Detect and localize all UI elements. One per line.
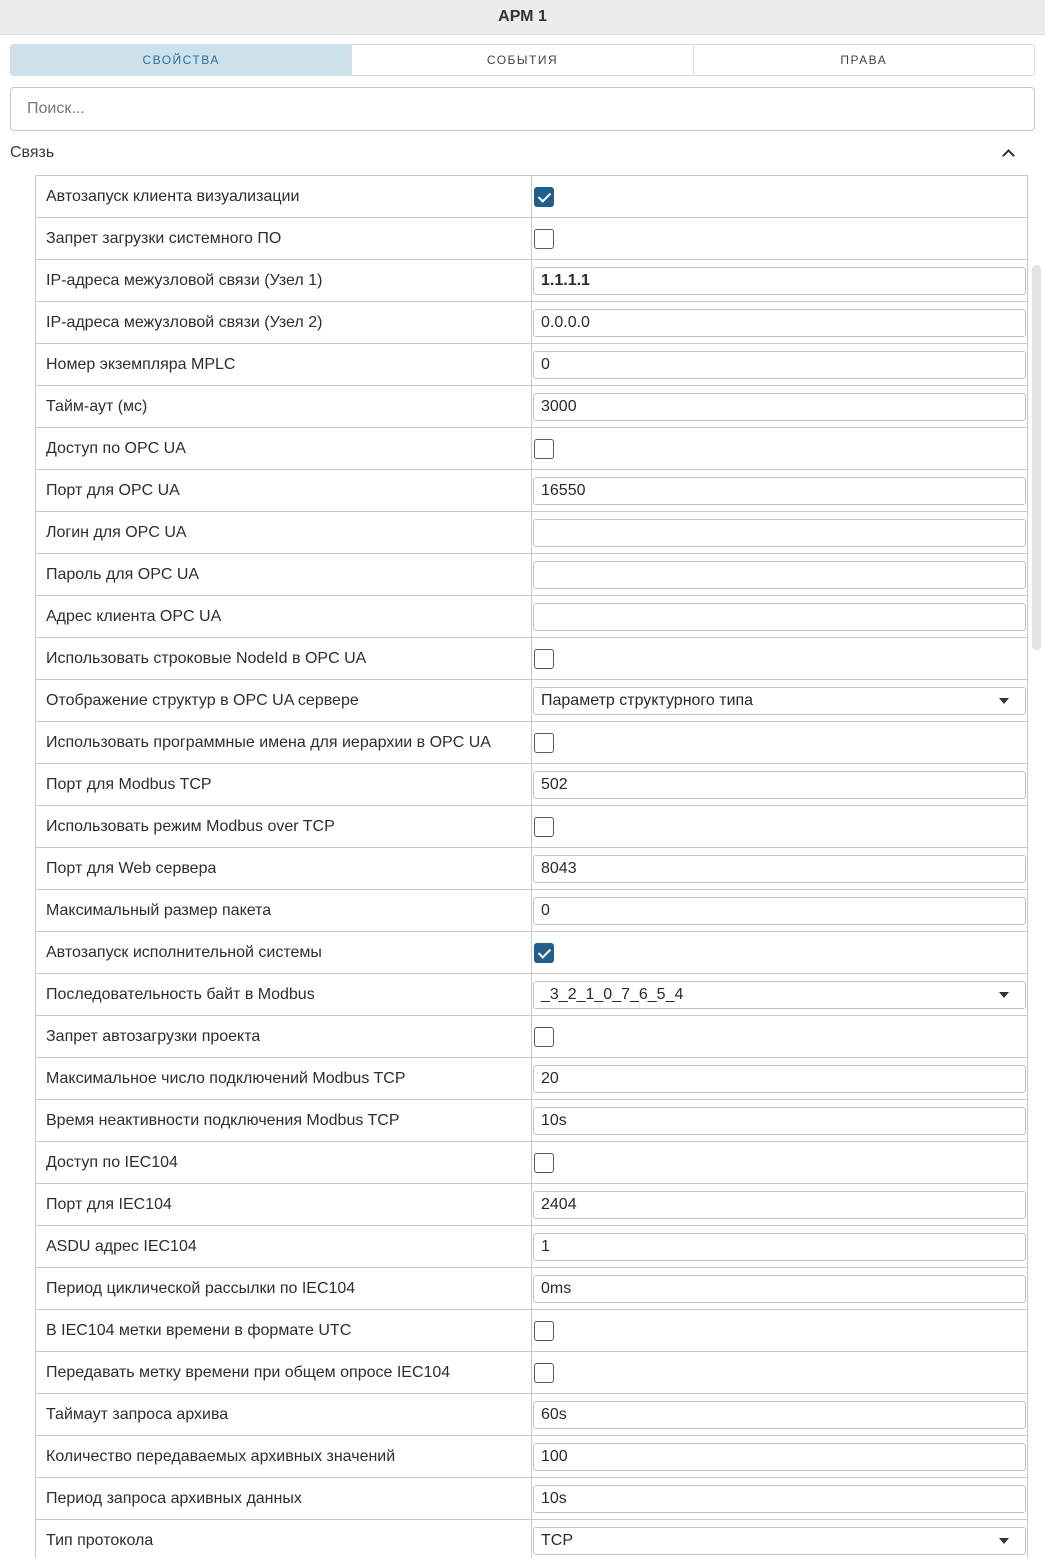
property-label-cell [36, 512, 532, 553]
property-row [36, 260, 1028, 302]
property-row [36, 1394, 1028, 1436]
property-label: Таймаут запроса архива [46, 1405, 229, 1423]
property-value-cell [532, 1016, 1028, 1057]
property-value-cell [532, 890, 1028, 931]
property-label: Порт для IEC104 [46, 1195, 172, 1213]
property-label: Доступ по OPC UA [46, 439, 186, 457]
property-label-cell [36, 1058, 532, 1099]
property-row [36, 890, 1028, 932]
property-label-cell [36, 1226, 532, 1267]
property-label: Максимальный размер пакета [46, 901, 272, 919]
property-label: ASDU адрес IEC104 [46, 1237, 197, 1255]
property-label-cell [36, 932, 532, 973]
tab-events[interactable]: СОБЫТИЯ [351, 45, 692, 75]
property-row [36, 1436, 1028, 1478]
property-checkbox[interactable] [534, 1027, 554, 1047]
properties-grid [35, 175, 1028, 1558]
property-input[interactable]: 3000 [533, 393, 1026, 421]
property-row [36, 596, 1028, 638]
property-value-cell [532, 386, 1028, 427]
dropdown-arrow-icon[interactable] [999, 992, 1009, 998]
section-title: Связь [10, 144, 55, 161]
property-label: Время неактивности подключения Modbus TCP [46, 1111, 400, 1129]
property-row [36, 680, 1028, 722]
property-value-cell [532, 1058, 1028, 1099]
property-label-cell [36, 1352, 532, 1393]
property-label: Порт для Modbus TCP [46, 775, 212, 793]
property-input[interactable]: 0ms [533, 1275, 1026, 1303]
property-row [36, 722, 1028, 764]
property-value-cell [532, 218, 1028, 259]
property-input[interactable]: 60s [533, 1401, 1026, 1429]
property-row [36, 1268, 1028, 1310]
property-label-cell [36, 1478, 532, 1519]
property-row [36, 1184, 1028, 1226]
dropdown-arrow-icon[interactable] [999, 698, 1009, 704]
property-label-cell [36, 1100, 532, 1141]
property-label-cell [36, 722, 532, 763]
property-row [36, 302, 1028, 344]
property-label-cell [36, 1142, 532, 1183]
property-checkbox[interactable] [534, 1321, 554, 1341]
property-input[interactable]: 20 [533, 1065, 1026, 1093]
section-header-connection[interactable] [0, 136, 1035, 170]
property-input[interactable] [533, 603, 1026, 631]
property-label-cell [36, 260, 532, 301]
property-label: Использовать программные имена для иерархии в OPC UA [46, 733, 491, 751]
property-label: Доступ по IEC104 [46, 1153, 178, 1171]
property-label-cell [36, 890, 532, 931]
property-label-cell [36, 806, 532, 847]
property-value-cell [532, 428, 1028, 469]
property-value-cell [532, 260, 1028, 301]
property-row [36, 638, 1028, 680]
property-value-cell [532, 1184, 1028, 1225]
property-label-cell [36, 302, 532, 343]
property-label-cell [36, 1520, 532, 1558]
property-select[interactable] [533, 687, 1026, 715]
property-label: Тайм-аут (мс) [46, 397, 148, 415]
property-input[interactable]: 2404 [533, 1191, 1026, 1219]
property-input[interactable] [533, 561, 1026, 589]
property-checkbox[interactable] [534, 439, 554, 459]
property-input[interactable]: 100 [533, 1443, 1026, 1471]
property-value-cell [532, 1100, 1028, 1141]
property-value-cell [532, 1142, 1028, 1183]
property-checkbox[interactable] [534, 1363, 554, 1383]
property-value-cell [532, 764, 1028, 805]
property-row [36, 1058, 1028, 1100]
property-row [36, 554, 1028, 596]
property-value-cell [532, 1436, 1028, 1477]
property-row [36, 1310, 1028, 1352]
property-label-cell [36, 386, 532, 427]
property-input[interactable]: 10s [533, 1485, 1026, 1513]
property-input[interactable]: 502 [533, 771, 1026, 799]
property-label-cell [36, 1310, 532, 1351]
property-value-cell [532, 932, 1028, 973]
property-input[interactable]: 1 [533, 1233, 1026, 1261]
property-input[interactable]: 8043 [533, 855, 1026, 883]
property-row [36, 1520, 1028, 1558]
property-row [36, 848, 1028, 890]
property-label-cell [36, 1184, 532, 1225]
property-row [36, 512, 1028, 554]
property-value-cell [532, 1310, 1028, 1351]
property-row [36, 806, 1028, 848]
property-input[interactable]: 0.0.0.0 [533, 309, 1026, 337]
chevron-up-icon[interactable] [1001, 148, 1015, 158]
property-label-cell [36, 1436, 532, 1477]
property-checkbox[interactable] [534, 1153, 554, 1173]
property-value-cell [532, 1268, 1028, 1309]
property-value-cell [532, 806, 1028, 847]
property-label: Порт для OPC UA [46, 481, 180, 499]
property-label-cell [36, 974, 532, 1015]
window-title: АРМ 1 [498, 8, 547, 25]
property-label: Использовать строковые NodeId в OPC UA [46, 649, 367, 667]
dropdown-arrow-icon[interactable] [999, 1538, 1009, 1544]
property-value-cell [532, 680, 1028, 721]
property-label: Адрес клиента OPC UA [46, 607, 222, 625]
property-label: Количество передаваемых архивных значений [46, 1447, 396, 1465]
property-input[interactable]: 10s [533, 1107, 1026, 1135]
property-label: Номер экземпляра MPLC [46, 355, 236, 373]
property-value-cell [532, 596, 1028, 637]
property-label-cell [36, 848, 532, 889]
property-value-cell [532, 1478, 1028, 1519]
property-value-cell [532, 974, 1028, 1015]
property-input[interactable]: 0 [533, 351, 1026, 379]
tab-properties[interactable]: СВОЙСТВА [11, 45, 351, 75]
property-row [36, 386, 1028, 428]
property-input[interactable]: 0 [533, 897, 1026, 925]
property-row [36, 428, 1028, 470]
property-row [36, 344, 1028, 386]
property-value-cell [532, 1226, 1028, 1267]
property-label-cell [36, 1016, 532, 1057]
property-row [36, 1142, 1028, 1184]
property-row [36, 974, 1028, 1016]
property-value-cell [532, 722, 1028, 763]
property-row [36, 932, 1028, 974]
property-checkbox[interactable] [534, 649, 554, 669]
property-label: Логин для OPC UA [46, 523, 187, 541]
property-value-cell [532, 554, 1028, 595]
window-titlebar [0, 0, 1045, 35]
property-label: Период циклической рассылки по IEC104 [46, 1279, 356, 1297]
property-label: Пароль для OPC UA [46, 565, 200, 583]
property-label: Максимальное число подключений Modbus TCP [46, 1069, 406, 1087]
property-label: Запрет загрузки системного ПО [46, 229, 282, 247]
property-label: Период запроса архивных данных [46, 1489, 302, 1507]
property-row [36, 1100, 1028, 1142]
property-value-cell [532, 1352, 1028, 1393]
property-label-cell [36, 638, 532, 679]
property-value-cell [532, 638, 1028, 679]
property-value-cell [532, 512, 1028, 553]
property-checkbox[interactable] [534, 187, 554, 207]
scrollbar-thumb[interactable] [1032, 265, 1041, 650]
property-row [36, 1226, 1028, 1268]
property-value-cell [532, 344, 1028, 385]
property-select-value: _3_2_1_0_7_6_5_4 [541, 985, 684, 1003]
property-label: Автозапуск клиента визуализации [46, 187, 300, 205]
property-label-cell [36, 1268, 532, 1309]
property-row [36, 1478, 1028, 1520]
property-label: IP-адреса межузловой связи (Узел 2) [46, 313, 323, 331]
tab-bar [10, 44, 1035, 76]
property-label-cell [36, 176, 532, 217]
property-row [36, 764, 1028, 806]
property-value-cell [532, 1520, 1028, 1558]
property-checkbox[interactable] [534, 817, 554, 837]
property-label: Автозапуск исполнительной системы [46, 943, 322, 961]
property-label: Передавать метку времени при общем опросе IEC104 [46, 1363, 451, 1381]
property-checkbox[interactable] [534, 229, 554, 249]
property-label-cell [36, 344, 532, 385]
property-label-cell [36, 428, 532, 469]
property-row [36, 218, 1028, 260]
property-checkbox[interactable] [534, 943, 554, 963]
property-label-cell [36, 680, 532, 721]
property-select-value: Параметр структурного типа [541, 691, 754, 709]
property-value-cell [532, 176, 1028, 217]
property-row [36, 1016, 1028, 1058]
property-value-cell [532, 302, 1028, 343]
property-row [36, 470, 1028, 512]
property-checkbox[interactable] [534, 733, 554, 753]
property-label: Использовать режим Modbus over TCP [46, 817, 335, 835]
property-label-cell [36, 218, 532, 259]
property-label: IP-адреса межузловой связи (Узел 1) [46, 271, 323, 289]
property-label-cell [36, 764, 532, 805]
property-select-value: TCP [541, 1531, 573, 1549]
property-row [36, 176, 1028, 218]
property-value-cell [532, 470, 1028, 511]
property-label: В IEC104 метки времени в формате UTC [46, 1321, 352, 1339]
search-input[interactable] [10, 87, 1035, 131]
property-row [36, 1352, 1028, 1394]
property-label: Порт для Web сервера [46, 859, 217, 877]
property-value-cell [532, 1394, 1028, 1435]
property-label: Отображение структур в OPC UA сервере [46, 691, 359, 709]
tab-rights[interactable]: ПРАВА [693, 45, 1034, 75]
property-value-cell [532, 848, 1028, 889]
property-label: Тип протокола [46, 1531, 154, 1549]
property-input[interactable]: 1.1.1.1 [533, 267, 1026, 295]
property-select[interactable] [533, 1527, 1026, 1555]
property-label-cell [36, 470, 532, 511]
property-label-cell [36, 1394, 532, 1435]
property-input[interactable] [533, 519, 1026, 547]
property-label: Последовательность байт в Modbus [46, 985, 315, 1003]
property-label-cell [36, 554, 532, 595]
property-input[interactable]: 16550 [533, 477, 1026, 505]
property-label-cell [36, 596, 532, 637]
property-select[interactable] [533, 981, 1026, 1009]
property-label: Запрет автозагрузки проекта [46, 1027, 261, 1045]
